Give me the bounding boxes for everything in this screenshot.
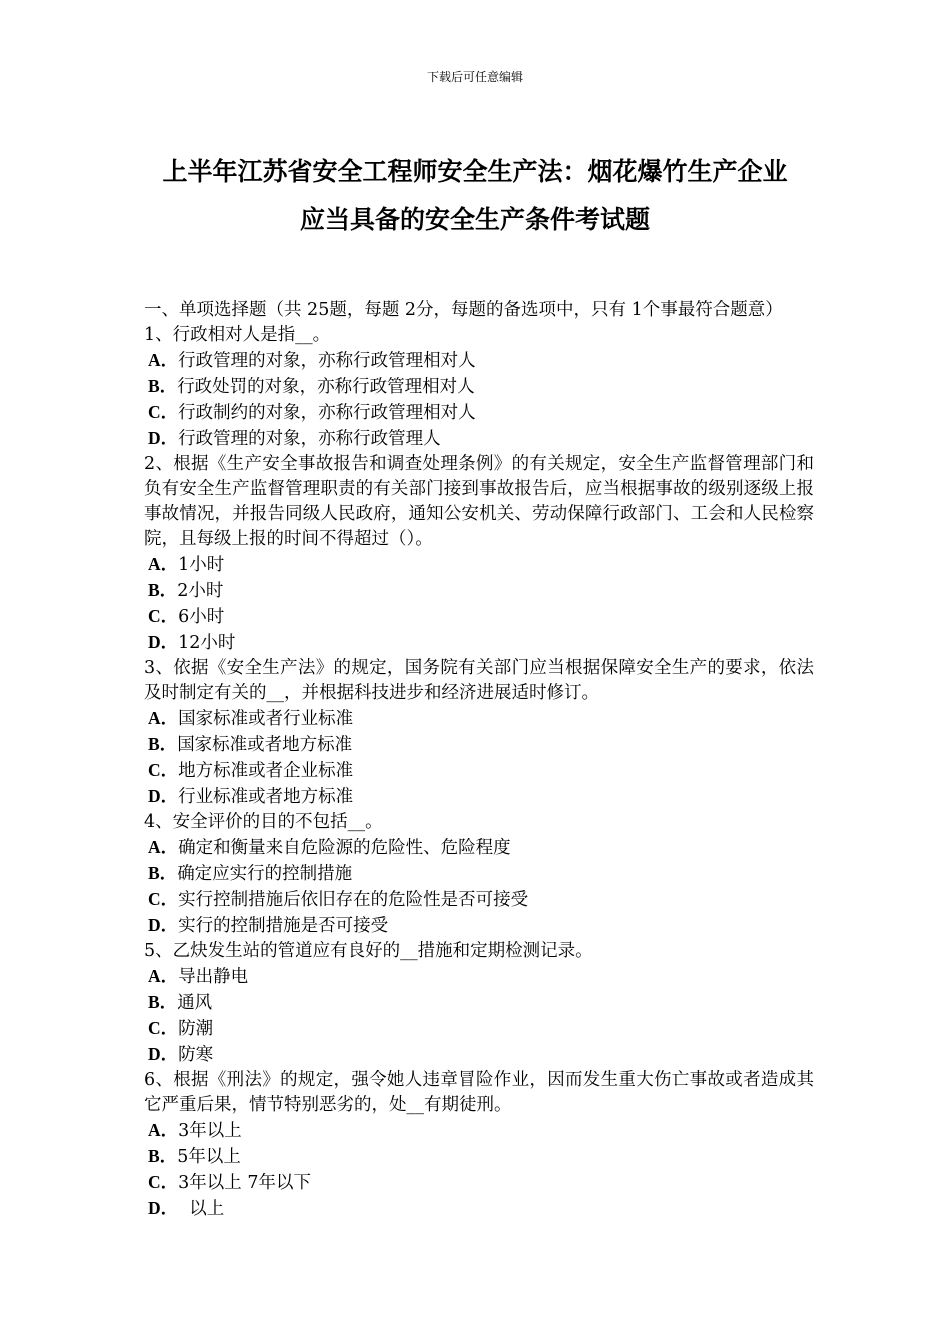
option-letter: C． bbox=[148, 760, 179, 780]
question-text: 1、行政相对人是指__。 bbox=[144, 325, 331, 345]
title-line-2: 应当具备的安全生产条件考试题 bbox=[299, 205, 650, 234]
option-text: 确定应实行的控制措施 bbox=[177, 864, 353, 884]
option-text: 地方标准或者企业标准 bbox=[178, 761, 354, 781]
option-a bbox=[144, 348, 814, 374]
option-a bbox=[144, 1118, 814, 1144]
question-6 bbox=[144, 1068, 814, 1222]
option-text: 12小时 bbox=[178, 633, 236, 653]
option-letter: C． bbox=[148, 606, 179, 626]
exam-content bbox=[144, 298, 814, 1222]
option-d bbox=[144, 913, 814, 939]
option-letter: A． bbox=[148, 837, 179, 857]
option-d bbox=[144, 784, 814, 810]
option-text: 3年以上 bbox=[178, 1121, 242, 1141]
section-heading: 一、单项选择题（共 25题，每题 2分，每题的备选项中，只有 1个事最符合题意） bbox=[144, 300, 783, 320]
option-letter: B． bbox=[148, 992, 178, 1012]
option-letter: B． bbox=[148, 580, 178, 600]
option-letter: C． bbox=[148, 889, 179, 909]
question-text: 4、安全评价的目的不包括__。 bbox=[144, 812, 383, 832]
option-text: 1小时 bbox=[178, 555, 225, 575]
option-d bbox=[144, 426, 814, 452]
option-text: 确定和衡量来自危险源的危险性、危险程度 bbox=[178, 838, 511, 858]
option-letter: C． bbox=[148, 402, 179, 422]
question-text: 3、依据《安全生产法》的规定，国务院有关部门应当根据保障安全生产的要求，依法及时制定有关的__，并根据科技进步和经济进展适时修订。 bbox=[144, 658, 814, 703]
question-2 bbox=[144, 452, 814, 656]
option-letter: A． bbox=[148, 966, 179, 986]
question-text: 6、根据《刑法》的规定，强令她人违章冒险作业，因而发生重大伤亡事故或者造成其它严重后果，情节特别恶劣的，处__有期徒刑。 bbox=[144, 1070, 814, 1115]
option-letter: B． bbox=[148, 863, 178, 883]
question-1 bbox=[144, 323, 814, 452]
option-c bbox=[144, 400, 814, 426]
option-letter: A． bbox=[148, 350, 179, 370]
option-letter: D． bbox=[148, 915, 179, 935]
option-c bbox=[144, 604, 814, 630]
option-b bbox=[144, 732, 814, 758]
option-d bbox=[144, 1196, 814, 1222]
option-c bbox=[144, 1170, 814, 1196]
option-letter: D． bbox=[148, 428, 179, 448]
option-letter: D． bbox=[148, 786, 179, 806]
option-letter: B． bbox=[148, 1146, 178, 1166]
option-letter: D． bbox=[148, 1044, 179, 1064]
option-text: 6小时 bbox=[178, 607, 225, 627]
option-text: 国家标准或者地方标准 bbox=[177, 735, 353, 755]
option-text: 以上 bbox=[178, 1199, 225, 1219]
option-b bbox=[144, 374, 814, 400]
option-text: 通风 bbox=[177, 993, 213, 1013]
option-a bbox=[144, 706, 814, 732]
option-text: 行政管理的对象，亦称行政管理相对人 bbox=[178, 351, 476, 371]
question-4 bbox=[144, 810, 814, 939]
option-letter: A． bbox=[148, 1120, 179, 1140]
option-a bbox=[144, 964, 814, 990]
option-text: 行政制约的对象，亦称行政管理相对人 bbox=[178, 403, 476, 423]
question-text: 2、根据《生产安全事故报告和调查处理条例》的有关规定，安全生产监督管理部门和负有安全生产监督管理职责的有关部门接到事故报告后，应当根据事故的级别逐级上报事故情况，并报告同级人民政府，通知公安机关、劳动保障行政部门、工会和人民检察院，且每级上报的时间不得超过（）。 bbox=[144, 454, 814, 549]
option-text: 实行控制措施后依旧存在的危险性是否可接受 bbox=[178, 890, 529, 910]
option-letter: C． bbox=[148, 1018, 179, 1038]
option-b bbox=[144, 861, 814, 887]
question-5 bbox=[144, 939, 814, 1068]
option-text: 防潮 bbox=[178, 1019, 214, 1039]
option-b bbox=[144, 990, 814, 1016]
option-text: 行业标准或者地方标准 bbox=[178, 787, 354, 807]
option-d bbox=[144, 1042, 814, 1068]
question-3 bbox=[144, 656, 814, 810]
option-a bbox=[144, 552, 814, 578]
option-letter: D． bbox=[148, 1198, 179, 1218]
option-d bbox=[144, 630, 814, 656]
option-text: 2小时 bbox=[177, 581, 224, 601]
option-letter: C． bbox=[148, 1172, 179, 1192]
option-letter: B． bbox=[148, 734, 178, 754]
option-text: 实行的控制措施是否可接受 bbox=[178, 916, 389, 936]
option-text: 防寒 bbox=[178, 1045, 214, 1065]
option-letter: A． bbox=[148, 554, 179, 574]
option-text: 导出静电 bbox=[178, 967, 249, 987]
option-text: 行政管理的对象，亦称行政管理人 bbox=[178, 429, 441, 449]
option-a bbox=[144, 835, 814, 861]
option-letter: A． bbox=[148, 708, 179, 728]
option-letter: D． bbox=[148, 632, 179, 652]
option-c bbox=[144, 1016, 814, 1042]
option-c bbox=[144, 887, 814, 913]
option-text: 行政处罚的对象，亦称行政管理相对人 bbox=[177, 377, 475, 397]
question-text: 5、乙炔发生站的管道应有良好的__措施和定期检测记录。 bbox=[144, 941, 593, 961]
option-c bbox=[144, 758, 814, 784]
header-note: 下载后可任意编辑 bbox=[426, 70, 523, 84]
document-title bbox=[100, 148, 850, 244]
option-b bbox=[144, 1144, 814, 1170]
option-b bbox=[144, 578, 814, 604]
option-text: 5年以上 bbox=[177, 1147, 241, 1167]
title-line-1: 上半年江苏省安全工程师安全生产法：烟花爆竹生产企业 bbox=[162, 157, 788, 186]
option-letter: B． bbox=[148, 376, 178, 396]
option-text: 国家标准或者行业标准 bbox=[178, 709, 354, 729]
option-text: 3年以上 7年以下 bbox=[178, 1173, 311, 1193]
